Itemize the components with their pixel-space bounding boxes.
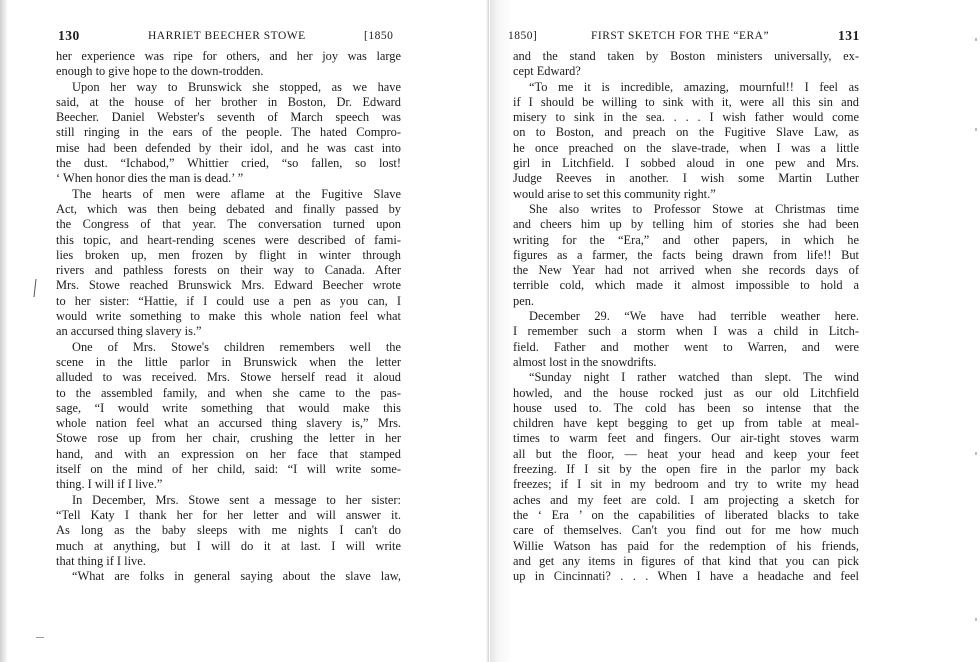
text-line: ‘ When honor dies the man is dead.’ ”: [56, 171, 244, 186]
text-line: itself on the mind of her child, said: “I will write some-: [56, 462, 401, 477]
text-line: howled, and the house rocked just as our old Litchfield: [513, 385, 859, 400]
text-line: whole nation feel what an accursed thing slavery is,” Mrs.: [56, 416, 401, 431]
text-line: lies broken up, men frozen by flight in winter through: [56, 247, 401, 262]
text-line: much at anything, but I will do it at last. I will write: [56, 538, 401, 553]
text-line: house used to. The cold has been so intense that the: [513, 400, 859, 415]
text-line: an accursed thing slavery is.”: [56, 324, 202, 339]
text-line: sage, “I would write something that would make this: [56, 400, 401, 415]
text-line: As long as the baby sleeps with me nights I can't do: [56, 523, 401, 538]
text-line: the Congress of that year. The conversation turned upon: [56, 217, 401, 232]
text-line: to the assembled family, and when she came to the pas-: [56, 385, 401, 400]
text-line: field. Father and mother went to Warren, and were: [513, 339, 859, 354]
pencil-margin-mark: [33, 279, 37, 297]
text-line: her experience was ripe for others, and her joy was large: [56, 49, 401, 63]
edge-mark: [975, 38, 977, 41]
text-line: and the stand taken by Boston ministers universally, ex-: [513, 49, 859, 63]
text-line: Mrs. Stowe reached Brunswick Mrs. Edward Beecher wrote: [56, 278, 401, 293]
text-line: enough to give hope to the down-trodden.: [56, 64, 264, 79]
text-line: girl in Litchfield. I sobbed aloud in one pew and Mrs.: [513, 156, 859, 171]
left-page-body: [56, 49, 401, 584]
left-page-number: 130: [58, 28, 80, 43]
text-line: mise had been defended by their idol, and he was cast into: [56, 140, 401, 155]
left-header-year: [1850: [364, 30, 394, 42]
text-line: on to Boston, and preach on the Fugitive Slave Law, as: [513, 125, 859, 140]
text-line: freezes; if I sit in my bedroom and try to write my head: [513, 477, 859, 492]
text-line: “Tell Katy I thank her for her letter and will answer it.: [56, 507, 401, 522]
text-line: aches and my feet are cold. I am projecting a sketch for: [513, 492, 859, 507]
text-line: would write something to make this whole nation feel what: [56, 309, 401, 324]
right-page-body: [513, 49, 859, 584]
text-line: writing for the “Era,” and other papers, in which he: [513, 232, 859, 247]
text-line: I remember such a storm when I was a child in Litch-: [513, 324, 859, 339]
text-line: figures as a farmer, the facts being drawn from life!! But: [513, 247, 859, 262]
text-line: the ‘ Era ’ on the capabilities of liberated blacks to take: [513, 507, 859, 522]
edge-mark: [975, 452, 977, 455]
text-line: that thing if I live.: [56, 553, 146, 568]
text-line: and cheers him up by telling him of stories she had been: [513, 217, 859, 232]
left-running-head: HARRIET BEECHER STOWE: [148, 30, 306, 42]
right-running-head: FIRST SKETCH FOR THE “ERA”: [591, 30, 770, 42]
text-line: alluded to was received. Mrs. Stowe herself read it aloud: [56, 370, 401, 385]
text-line: he once preached on the slave-trade, when I was a little: [513, 140, 859, 155]
text-line: Beecher. Daniel Webster's seventh of March speech was: [56, 110, 401, 125]
text-line: In December, Mrs. Stowe sent a message to her sister:: [72, 492, 401, 507]
text-line: would arise to set this community right.”: [513, 186, 716, 201]
text-line: Act, which was then being debated and finally passed by: [56, 201, 401, 216]
text-line: the New Year had not arrived when she records days of: [513, 263, 859, 278]
text-line: this topic, and heart-rending scenes were described of fami-: [56, 232, 401, 247]
edge-mark: [975, 618, 977, 621]
text-line: times to warm feet and fingers. Our air-tight stoves warm: [513, 431, 859, 446]
text-line: said, at the house of her brother in Boston, Dr. Edward: [56, 94, 401, 109]
book-gutter: [486, 0, 489, 662]
text-line: rivers and pathless forests on their way to Canada. After: [56, 263, 401, 278]
text-line: freezing. If I sit by the open fire in the parlor my back: [513, 462, 859, 477]
edge-mark: [975, 128, 977, 131]
right-header-year: 1850]: [508, 30, 538, 42]
right-page: [490, 0, 980, 662]
text-line: pen.: [513, 293, 534, 308]
text-line: still ringing in the ears of the people. The hated Compro-: [56, 125, 401, 140]
text-line: thing. I will if I live.”: [56, 477, 163, 492]
text-line: if I should be willing to sink with it, were all this sin and: [513, 94, 859, 109]
text-line: misery to sink in the sea. . . . I wish father would come: [513, 110, 859, 125]
text-line: The hearts of men were aflame at the Fugitive Slave: [72, 186, 401, 201]
text-line: Upon her way to Brunswick she stopped, as we have: [72, 79, 401, 94]
text-line: care of themselves. Can't you find out for me how much: [513, 523, 859, 538]
text-line: the dust. “Ichabod,” Whittier cried, “so fallen, so lost!: [56, 156, 401, 171]
text-line: children have kept begging to get up from table at meal-: [513, 416, 859, 431]
text-line: “To me it is incredible, amazing, mournful!! I feel as: [529, 79, 859, 94]
text-line: hand, and with an expression on her face that stamped: [56, 446, 401, 461]
text-line: cept Edward?: [513, 64, 581, 79]
text-line: all but the floor, — heat your head and keep your feet: [513, 446, 859, 461]
text-line: almost lost in the snowdrifts.: [513, 354, 657, 369]
text-line: December 29. “We have had terrible weather here.: [529, 309, 859, 324]
text-line: terrible cold, which made it almost impossible to hold a: [513, 278, 859, 293]
text-line: One of Mrs. Stowe's children remembers well the: [72, 339, 401, 354]
text-line: Stowe rose up from her chair, crushing the letter in her: [56, 431, 401, 446]
text-line: to her sister: “Hattie, if I could use a pen as you can, I: [56, 293, 401, 308]
text-line: She also writes to Professor Stowe at Christmas time: [529, 201, 859, 216]
margin-smudge: [36, 637, 44, 638]
text-line: Judge Reeves in another. I wish some Martin Luther: [513, 171, 859, 186]
text-line: “Sunday night I rather watched than slept. The wind: [529, 370, 859, 385]
page-edge-shadow: [0, 0, 8, 662]
text-line: and get any items in figures of that kind that you can pick: [513, 553, 859, 568]
text-line: scene in the little parlor in Brunswick when the letter: [56, 354, 401, 369]
text-line: Willie Watson has paid for the redemption of his friends,: [513, 538, 859, 553]
text-line: “What are folks in general saying about the slave law,: [72, 569, 401, 584]
right-page-number: 131: [838, 28, 860, 43]
text-line: up in Cincinnati? . . . When I have a headache and feel: [513, 569, 859, 584]
